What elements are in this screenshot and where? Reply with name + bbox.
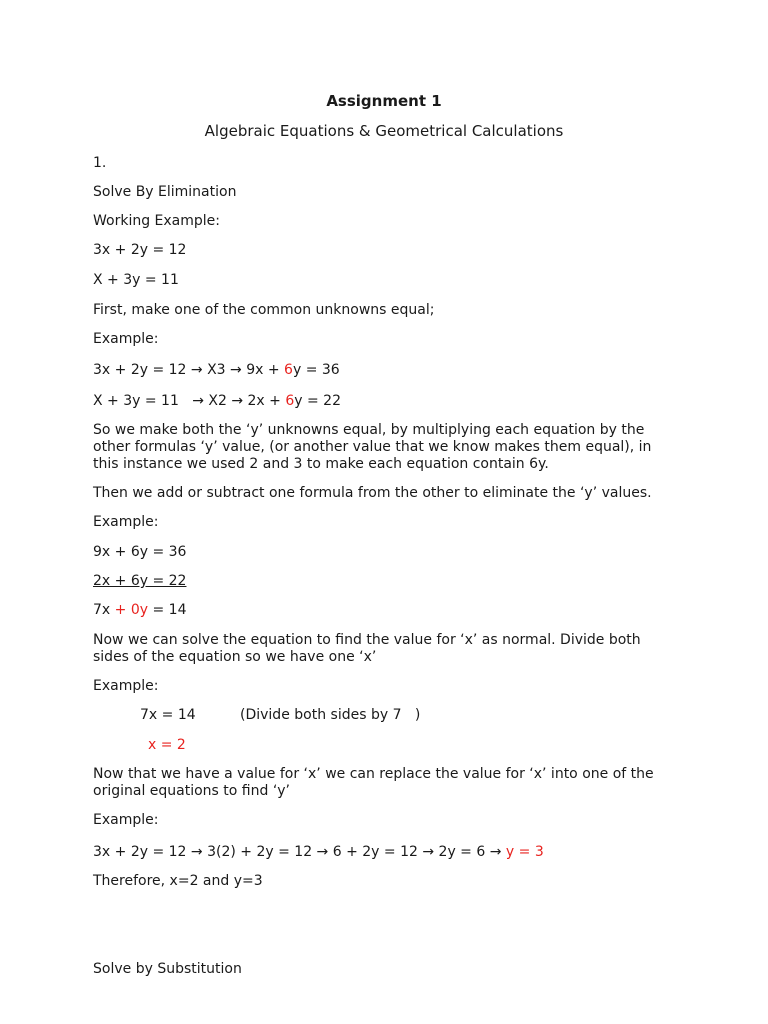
therefore-statement: Therefore, x=2 and y=3 <box>93 873 263 889</box>
section-heading-substitution: Solve by Substitution <box>93 961 242 977</box>
divide-note: (Divide both sides by 7 ) <box>240 707 421 723</box>
working-example-label: Working Example: <box>93 213 221 229</box>
explanation-paragraph-3: Now we can solve the equation to find the value for ‘x’ as normal. Divide both sides of the equation so we have one ‘x’ <box>93 632 641 665</box>
example-label-1: Example: <box>93 331 159 347</box>
divide-equation: 7x = 14 <box>140 707 196 723</box>
example-label-3: Example: <box>93 678 159 694</box>
step-1-text: First, make one of the common unknowns equal; <box>93 302 435 318</box>
page-title: Assignment 1 <box>326 92 442 110</box>
multiply-eq1-part-c: y = 36 <box>292 362 340 378</box>
page-subtitle: Algebraic Equations & Geometrical Calculations <box>204 122 564 140</box>
result-part-a: 7x <box>93 602 115 618</box>
example-label-2: Example: <box>93 514 159 530</box>
result-part-c: = 14 <box>148 602 187 618</box>
y-value: y = 3 <box>505 844 544 860</box>
multiply-eq1-part-a: 3x + 2y = 12 → X3 → 9x + <box>93 362 285 378</box>
explanation-paragraph-4: Now that we have a value for ‘x’ we can replace the value for ‘x’ into one of the original equations to find ‘y’ <box>93 766 654 799</box>
section-heading-elimination: Solve By Elimination <box>93 184 237 200</box>
subtract-equation-2: 2x + 6y = 22 <box>93 573 187 589</box>
multiply-eq1-highlight: 6 <box>284 362 293 378</box>
multiply-eq2-highlight: 6 <box>285 393 295 409</box>
multiply-equation-1 <box>93 362 340 379</box>
substitution-chain <box>93 844 544 861</box>
result-highlight: + 0y <box>114 602 149 618</box>
question-number: 1. <box>93 155 107 171</box>
x-value: x = 2 <box>148 737 186 753</box>
multiply-eq2-part-c: y = 22 <box>294 393 341 409</box>
substitution-chain-text: 3x + 2y = 12 → 3(2) + 2y = 12 → 6 + 2y = 12 → 2y = 6 → <box>93 844 506 860</box>
example-label-4: Example: <box>93 812 159 828</box>
multiply-equation-2 <box>93 393 341 410</box>
explanation-paragraph-2: Then we add or subtract one formula from the other to eliminate the ‘y’ values. <box>93 485 652 501</box>
equation-1: 3x + 2y = 12 <box>93 242 187 258</box>
multiply-eq2-part-a: X + 3y = 11 → X2 → 2x + <box>93 393 286 409</box>
result-equation <box>93 602 186 619</box>
equation-2: X + 3y = 11 <box>93 272 179 288</box>
explanation-paragraph-1: So we make both the ‘y’ unknowns equal, by multiplying each equation by the other formulas ‘y’ value, (or another value that we know makes them equal), in this instance we used 2 and 3 to make each equation contain 6y. <box>93 422 652 472</box>
subtract-equation-1: 9x + 6y = 36 <box>93 544 187 560</box>
